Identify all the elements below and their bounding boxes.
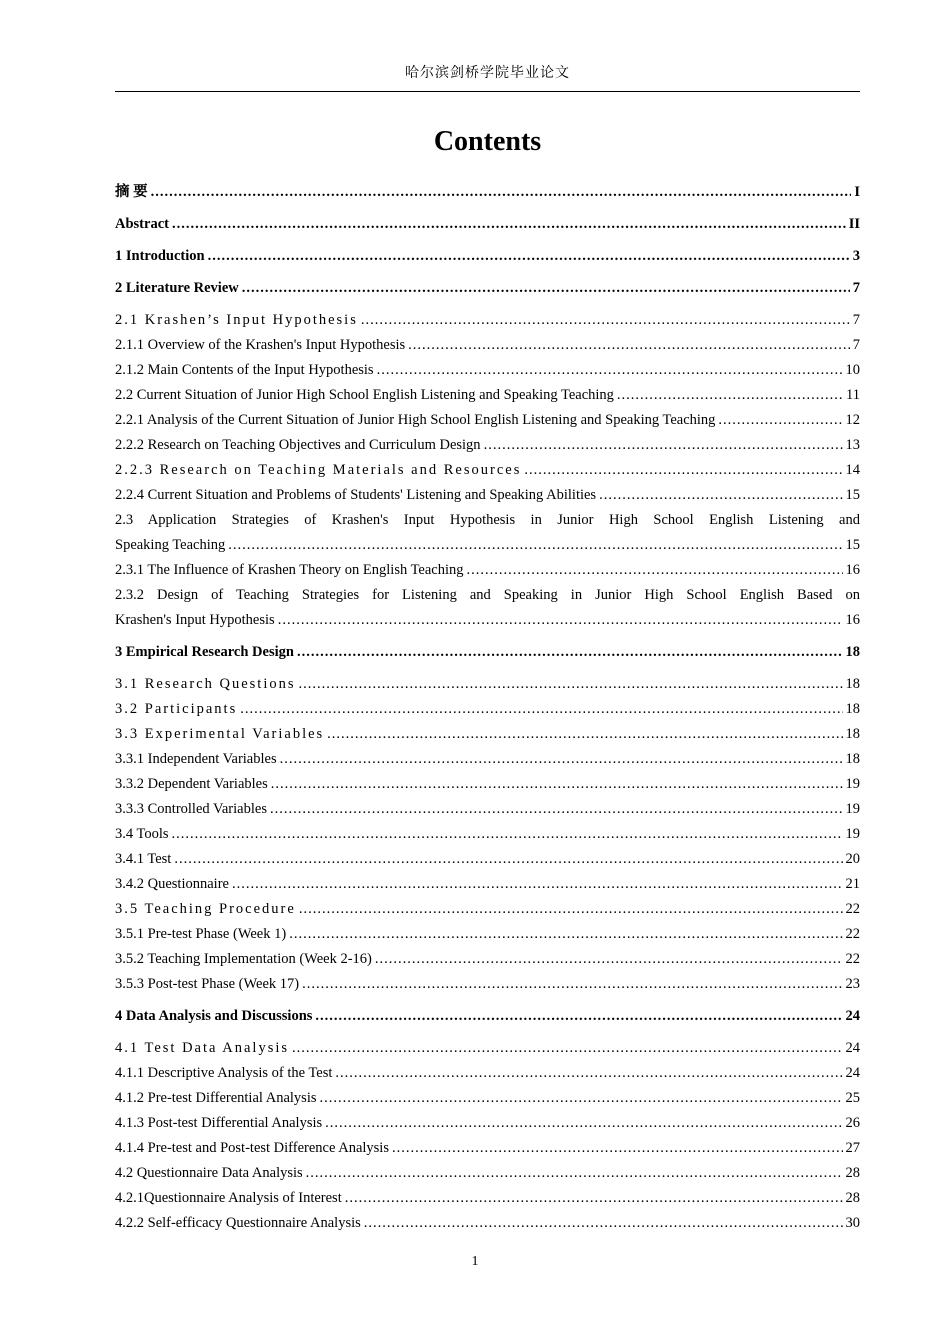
toc-page-number: 19 bbox=[845, 801, 860, 817]
toc-page-number: 13 bbox=[845, 437, 860, 453]
toc-entry-label: Abstract bbox=[115, 216, 169, 232]
toc-entry bbox=[115, 1161, 860, 1186]
toc-entry-label: 3.4 Tools bbox=[115, 826, 169, 842]
toc-entry bbox=[115, 308, 860, 333]
toc-entry-continuation: 2.3 Application Strategies of Krashen's Input Hypothesis in Junior High School English Listening and bbox=[115, 512, 860, 528]
toc-entry-label: 3.1 Research Questions bbox=[115, 676, 296, 692]
toc-page-number: 22 bbox=[845, 901, 860, 917]
toc-entry bbox=[115, 1211, 860, 1236]
toc-page-number: 19 bbox=[845, 776, 860, 792]
toc-leader-dots bbox=[242, 276, 850, 301]
toc-entry bbox=[115, 1136, 860, 1161]
toc-entry-label: 2.2.2 Research on Teaching Objectives and Curriculum Design bbox=[115, 437, 481, 453]
toc-entry bbox=[115, 1086, 860, 1111]
toc-page-number: 14 bbox=[845, 462, 860, 478]
toc-entry bbox=[115, 772, 860, 797]
toc-entry-label: 2.2.1 Analysis of the Current Situation of Junior High School English Listening and Speaking Teaching bbox=[115, 412, 716, 428]
toc-page-number: 22 bbox=[845, 951, 860, 967]
toc-entry bbox=[115, 212, 860, 237]
toc-page-number: 28 bbox=[845, 1190, 860, 1206]
toc-leader-dots bbox=[270, 797, 843, 822]
toc-leader-dots bbox=[392, 1136, 843, 1161]
toc-entry bbox=[115, 244, 860, 269]
toc-entry bbox=[115, 872, 860, 897]
toc-entry bbox=[115, 1004, 860, 1029]
toc-leader-dots bbox=[377, 358, 843, 383]
toc-page-number: 18 bbox=[845, 676, 860, 692]
toc-page-number: 26 bbox=[845, 1115, 860, 1131]
toc-leader-dots bbox=[306, 1161, 843, 1186]
toc-leader-dots bbox=[364, 1211, 843, 1236]
toc-entry-label: 2.3.1 The Influence of Krashen Theory on English Teaching bbox=[115, 562, 464, 578]
toc-leader-dots bbox=[299, 672, 843, 697]
toc-leader-dots bbox=[327, 722, 842, 747]
toc-entry bbox=[115, 276, 860, 301]
toc-entry bbox=[115, 972, 860, 997]
toc-entry bbox=[115, 847, 860, 872]
toc-leader-dots bbox=[408, 333, 850, 358]
toc-entry-label: 2.2.3 Research on Teaching Materials and Resources bbox=[115, 462, 522, 478]
toc-entry-label: 4.2.2 Self-efficacy Questionnaire Analysis bbox=[115, 1215, 361, 1231]
toc-leader-dots bbox=[292, 1036, 842, 1061]
toc-entry bbox=[115, 608, 860, 633]
toc-leader-dots bbox=[240, 697, 842, 722]
toc-leader-dots bbox=[617, 383, 843, 408]
toc-entry bbox=[115, 458, 860, 483]
toc-entry-label: 4.1.2 Pre-test Differential Analysis bbox=[115, 1090, 317, 1106]
toc-leader-dots bbox=[151, 180, 852, 205]
toc-entry bbox=[115, 483, 860, 508]
toc-page-number: 18 bbox=[845, 726, 860, 742]
toc-entry-label: 3.5.2 Teaching Implementation (Week 2-16) bbox=[115, 951, 372, 967]
toc-leader-dots bbox=[599, 483, 842, 508]
toc-page-number: 22 bbox=[845, 926, 860, 942]
toc-entry-label: 2 Literature Review bbox=[115, 280, 239, 296]
toc-entry bbox=[115, 408, 860, 433]
toc-page-number: 24 bbox=[845, 1008, 860, 1024]
toc-entry-label: 4.2 Questionnaire Data Analysis bbox=[115, 1165, 303, 1181]
toc-leader-dots bbox=[299, 897, 843, 922]
toc-page-number: 10 bbox=[845, 362, 860, 378]
toc-entry-label: 4.1.1 Descriptive Analysis of the Test bbox=[115, 1065, 333, 1081]
toc-entry-label: 4.1.4 Pre-test and Post-test Difference Analysis bbox=[115, 1140, 389, 1156]
toc-entry bbox=[115, 722, 860, 747]
toc-entry bbox=[115, 822, 860, 847]
toc-leader-dots bbox=[289, 922, 842, 947]
toc-entry bbox=[115, 1036, 860, 1061]
toc-entry bbox=[115, 897, 860, 922]
toc-page-number: 15 bbox=[845, 537, 860, 553]
toc-page-number: 28 bbox=[845, 1165, 860, 1181]
toc-page-number: 20 bbox=[845, 851, 860, 867]
toc-entry-label: 3.5 Teaching Procedure bbox=[115, 901, 296, 917]
toc-page-number: II bbox=[848, 216, 860, 232]
toc-page-number: 16 bbox=[845, 612, 860, 628]
toc-page-number: 7 bbox=[852, 280, 860, 296]
toc-entry-label: 4.1 Test Data Analysis bbox=[115, 1040, 290, 1056]
toc-page-number: 18 bbox=[845, 751, 860, 767]
toc-entry-label: 2.2 Current Situation of Junior High School English Listening and Speaking Teaching bbox=[115, 387, 614, 403]
toc-leader-dots bbox=[325, 1111, 842, 1136]
toc-entry bbox=[115, 333, 860, 358]
toc-entry-label: 3.4.1 Test bbox=[115, 851, 172, 867]
toc-entry-label: 3.5.3 Post-test Phase (Week 17) bbox=[115, 976, 300, 992]
toc-page-number: 18 bbox=[845, 701, 860, 717]
toc-leader-dots bbox=[524, 458, 842, 483]
toc-leader-dots bbox=[320, 1086, 843, 1111]
toc-entry-label: 3.2 Participants bbox=[115, 701, 238, 717]
contents-title: Contents bbox=[433, 126, 542, 157]
toc-leader-dots bbox=[172, 212, 846, 237]
toc-entry bbox=[115, 1111, 860, 1136]
toc-page-number: 23 bbox=[845, 976, 860, 992]
toc-entry bbox=[115, 640, 860, 665]
toc-leader-dots bbox=[375, 947, 843, 972]
toc-page-number: 30 bbox=[845, 1215, 860, 1231]
toc-entry-label: Speaking Teaching bbox=[115, 537, 226, 553]
toc-entry-label: 3.5.1 Pre-test Phase (Week 1) bbox=[115, 926, 287, 942]
toc-page-number: 16 bbox=[845, 562, 860, 578]
toc-entry-label: 3.3 Experimental Variables bbox=[115, 726, 325, 742]
toc-page-number: 25 bbox=[845, 1090, 860, 1106]
toc-leader-dots bbox=[718, 408, 842, 433]
toc-entry bbox=[115, 433, 860, 458]
toc-page-number: 3 bbox=[852, 248, 860, 264]
toc-page-number: 7 bbox=[852, 337, 860, 353]
toc-entry-label: Krashen's Input Hypothesis bbox=[115, 612, 275, 628]
toc-entry bbox=[115, 672, 860, 697]
toc-entry bbox=[115, 747, 860, 772]
toc-entry bbox=[115, 180, 860, 205]
toc-entry-label: 2.1.2 Main Contents of the Input Hypothesis bbox=[115, 362, 374, 378]
toc-leader-dots bbox=[280, 747, 843, 772]
toc-entry-label: 1 Introduction bbox=[115, 248, 205, 264]
toc-entry bbox=[115, 358, 860, 383]
toc-page-number: 11 bbox=[846, 387, 860, 403]
toc-entry-label: 2.1 Krashen’s Input Hypothesis bbox=[115, 312, 358, 328]
toc-page-number: I bbox=[854, 184, 860, 200]
toc-entry-label: 摘 要 bbox=[115, 184, 148, 200]
toc-entry bbox=[115, 1061, 860, 1086]
toc-entry-label: 4.1.3 Post-test Differential Analysis bbox=[115, 1115, 323, 1131]
toc-entry-label: 3.4.2 Questionnaire bbox=[115, 876, 229, 892]
toc-page-number: 24 bbox=[845, 1040, 860, 1056]
toc-leader-dots bbox=[335, 1061, 842, 1086]
toc-page-number: 7 bbox=[852, 312, 860, 328]
toc-entry-label: 3.3.2 Dependent Variables bbox=[115, 776, 268, 792]
toc-entry-label: 3.3.1 Independent Variables bbox=[115, 751, 277, 767]
toc-leader-dots bbox=[232, 872, 843, 897]
toc-leader-dots bbox=[208, 244, 850, 269]
toc-page-number: 24 bbox=[845, 1065, 860, 1081]
toc-page-number: 19 bbox=[845, 826, 860, 842]
toc-page-number: 27 bbox=[845, 1140, 860, 1156]
toc-entry bbox=[115, 533, 860, 558]
toc-entry bbox=[115, 1186, 860, 1211]
toc-entry-label: 3 Empirical Research Design bbox=[115, 644, 294, 660]
toc-leader-dots bbox=[315, 1004, 842, 1029]
toc-entry-label: 2.1.1 Overview of the Krashen's Input Hypothesis bbox=[115, 337, 406, 353]
toc-leader-dots bbox=[467, 558, 843, 583]
toc-entry-label: 4.2.1Questionnaire Analysis of Interest bbox=[115, 1190, 342, 1206]
toc-leader-dots bbox=[297, 640, 843, 665]
toc-leader-dots bbox=[228, 533, 842, 558]
toc-entry-label: 3.3.3 Controlled Variables bbox=[115, 801, 267, 817]
toc-list bbox=[115, 180, 860, 1236]
toc-entry bbox=[115, 922, 860, 947]
toc-entry bbox=[115, 558, 860, 583]
footer-page-number: 1 bbox=[471, 1254, 479, 1269]
toc-page-number: 12 bbox=[845, 412, 860, 428]
toc-entry-label: 4 Data Analysis and Discussions bbox=[115, 1008, 313, 1024]
toc-entry bbox=[115, 383, 860, 408]
toc-entry-label: 2.2.4 Current Situation and Problems of Students' Listening and Speaking Abilities bbox=[115, 487, 597, 503]
toc-page-number: 18 bbox=[845, 644, 860, 660]
toc-leader-dots bbox=[361, 308, 850, 333]
toc-leader-dots bbox=[271, 772, 843, 797]
toc-leader-dots bbox=[174, 847, 842, 872]
toc-leader-dots bbox=[278, 608, 843, 633]
toc-page-number: 15 bbox=[845, 487, 860, 503]
toc-leader-dots bbox=[345, 1186, 843, 1211]
toc-entry bbox=[115, 697, 860, 722]
toc-entry-continuation: 2.3.2 Design of Teaching Strategies for Listening and Speaking in Junior High School English Based on bbox=[115, 587, 860, 603]
toc-entry bbox=[115, 797, 860, 822]
toc-leader-dots bbox=[484, 433, 843, 458]
toc-page-number: 21 bbox=[845, 876, 860, 892]
toc-leader-dots bbox=[172, 822, 843, 847]
toc-entry bbox=[115, 947, 860, 972]
toc-leader-dots bbox=[302, 972, 842, 997]
page-header: 哈尔滨剑桥学院毕业论文 bbox=[115, 62, 860, 92]
